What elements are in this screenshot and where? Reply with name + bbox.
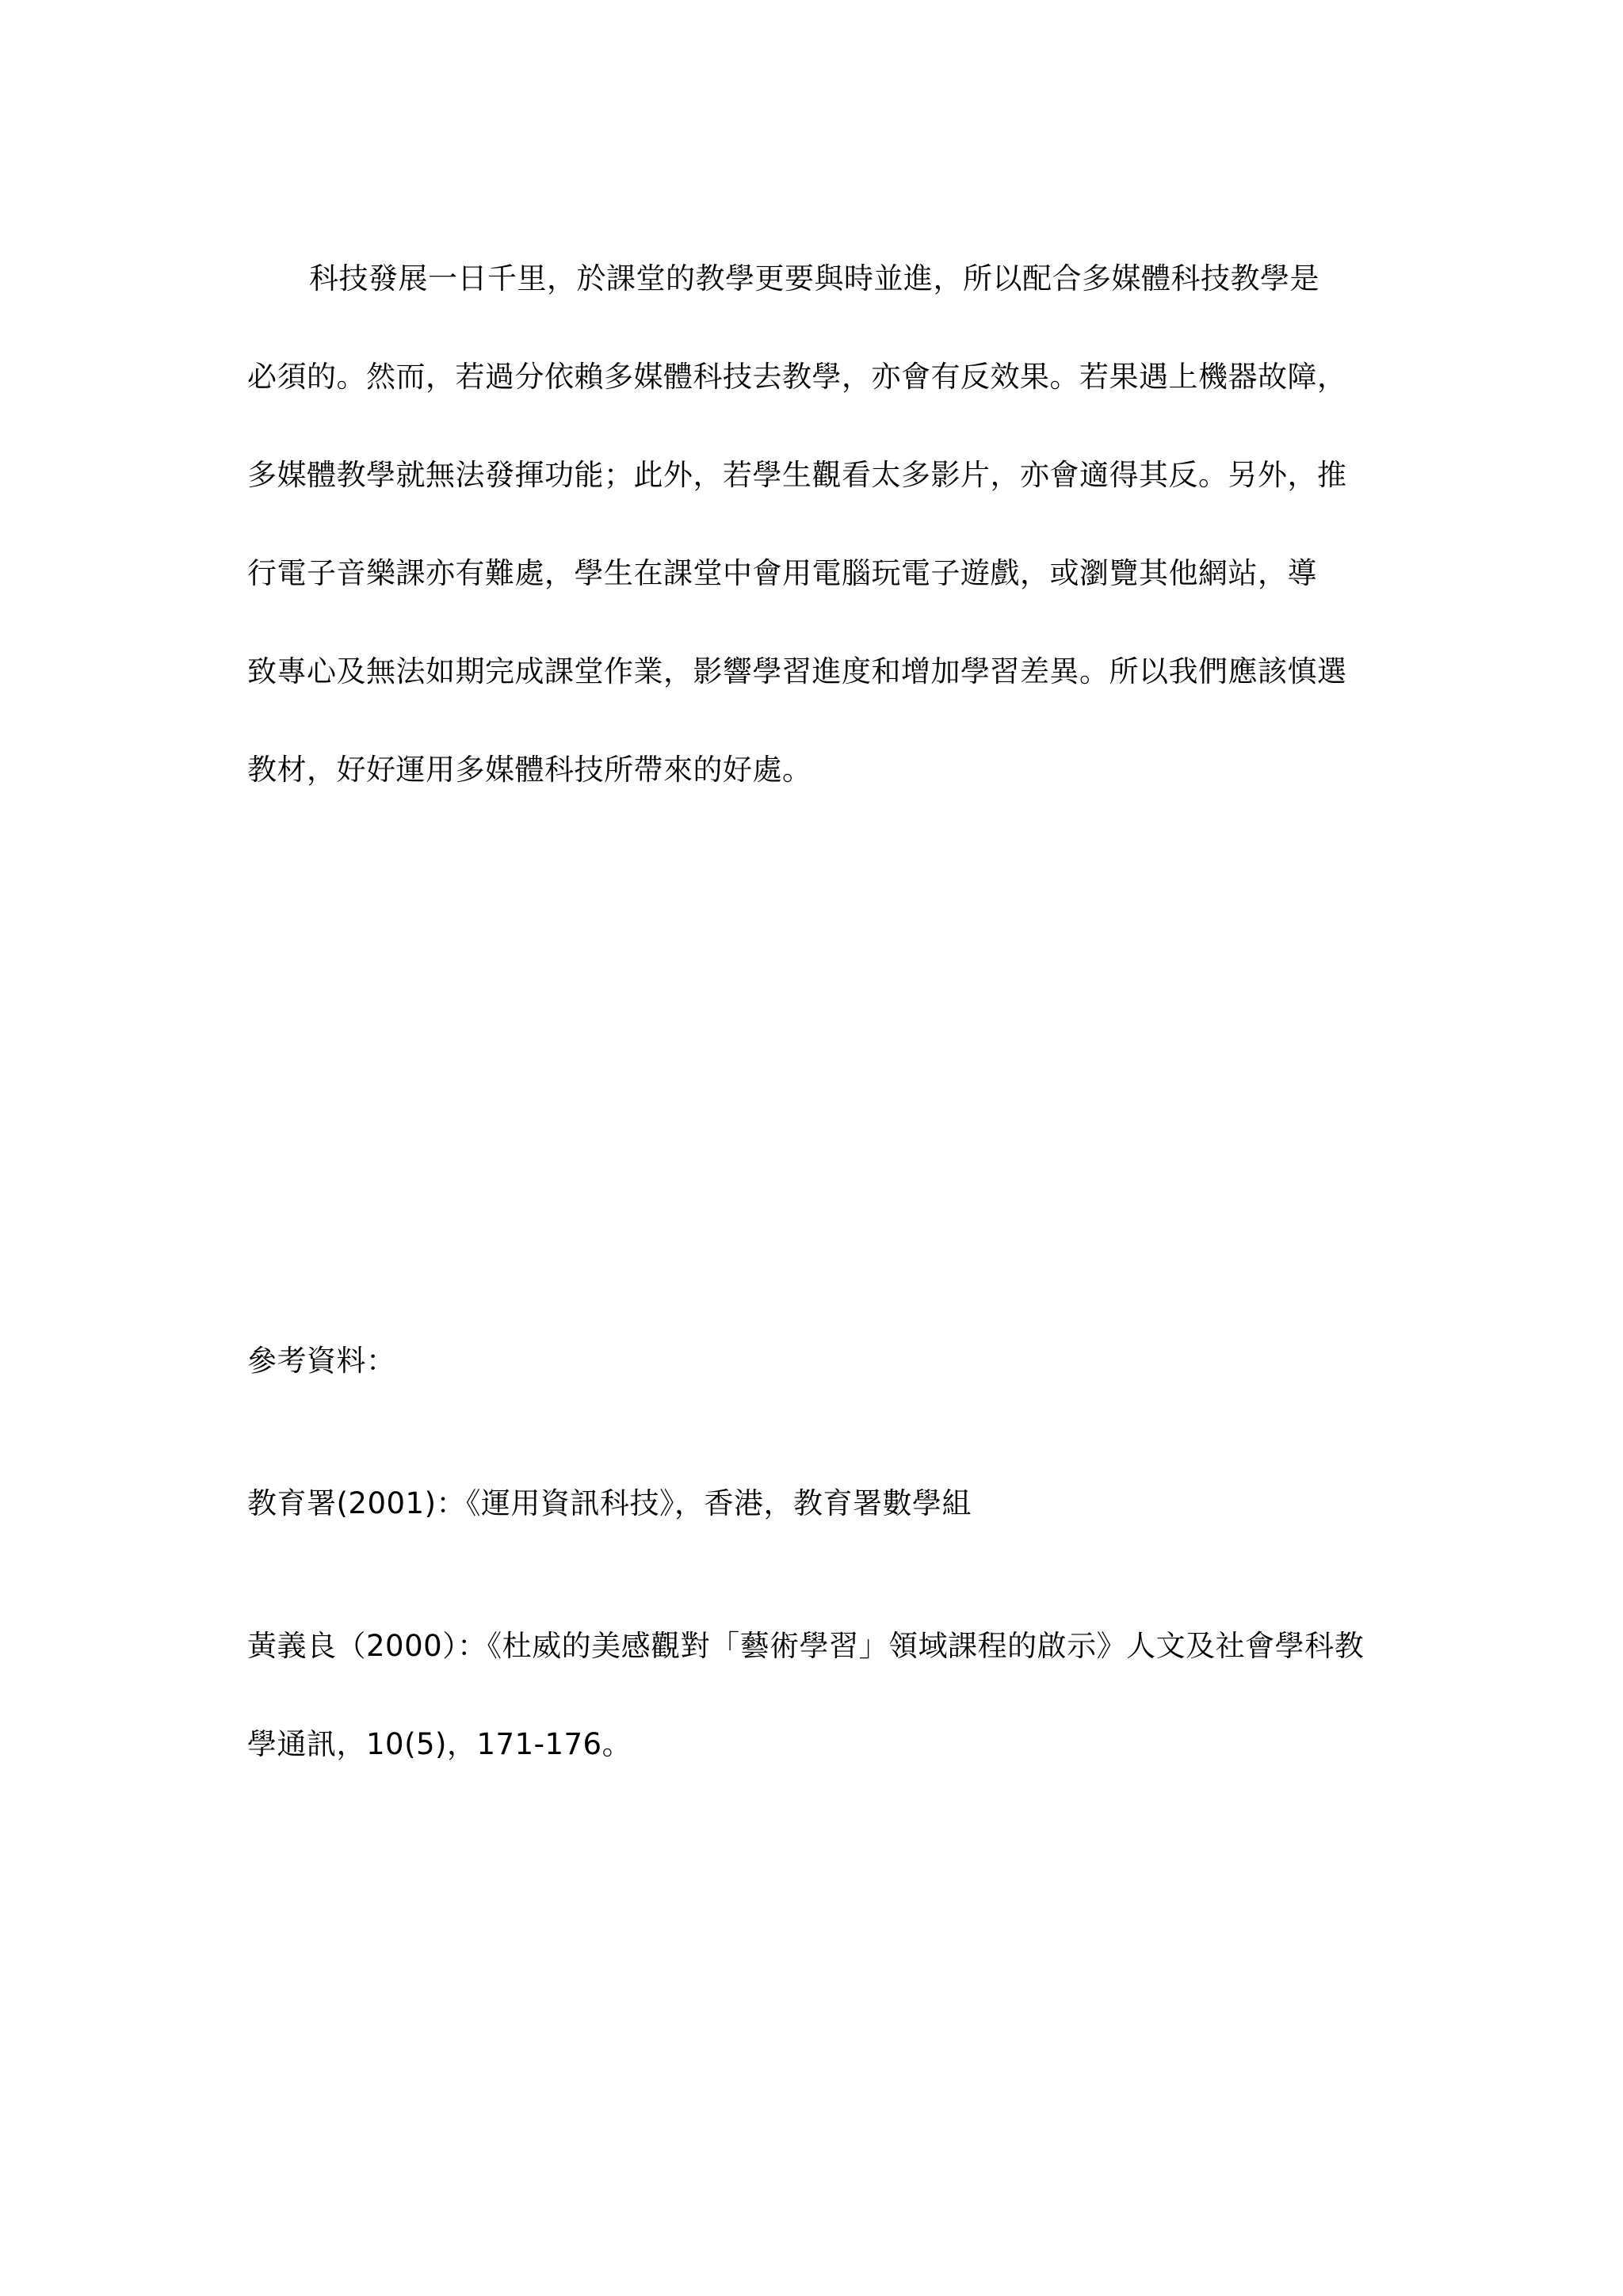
reference-entry-1: 教育署(2001)：《運用資訊科技》，香港，教育署數學組 — [247, 1486, 972, 1520]
reference-entry-2-line-2: 學通訊，10(5)，171-176。 — [247, 1727, 632, 1761]
body-paragraph-line-2: 必須的。然而，若過分依賴多媒體科技去教學，亦會有反效果。若果遇上機器故障， — [247, 360, 1347, 394]
body-paragraph-line-4: 行電子音樂課亦有難處，學生在課堂中會用電腦玩電子遊戲，或瀏覽其他網站，導 — [247, 556, 1317, 590]
body-paragraph-line-1: 科技發展一日千里，於課堂的教學更要與時並進，所以配合多媒體科技教學是 — [309, 261, 1319, 296]
body-paragraph-line-6: 教材，好好運用多媒體科技所帶來的好處。 — [247, 753, 812, 787]
reference-entry-2-line-1: 黃義良（2000）：《杜威的美感觀對「藝術學習」領域課程的啟示》人文及社會學科教 — [247, 1629, 1365, 1663]
body-paragraph-line-3: 多媒體教學就無法發揮功能；此外，若學生觀看太多影片，亦會適得其反。另外，推 — [247, 458, 1347, 492]
references-heading: 參考資料： — [247, 1344, 396, 1378]
body-paragraph-line-5: 致專心及無法如期完成課堂作業，影響學習進度和增加學習差異。所以我們應該慎選 — [247, 654, 1347, 688]
